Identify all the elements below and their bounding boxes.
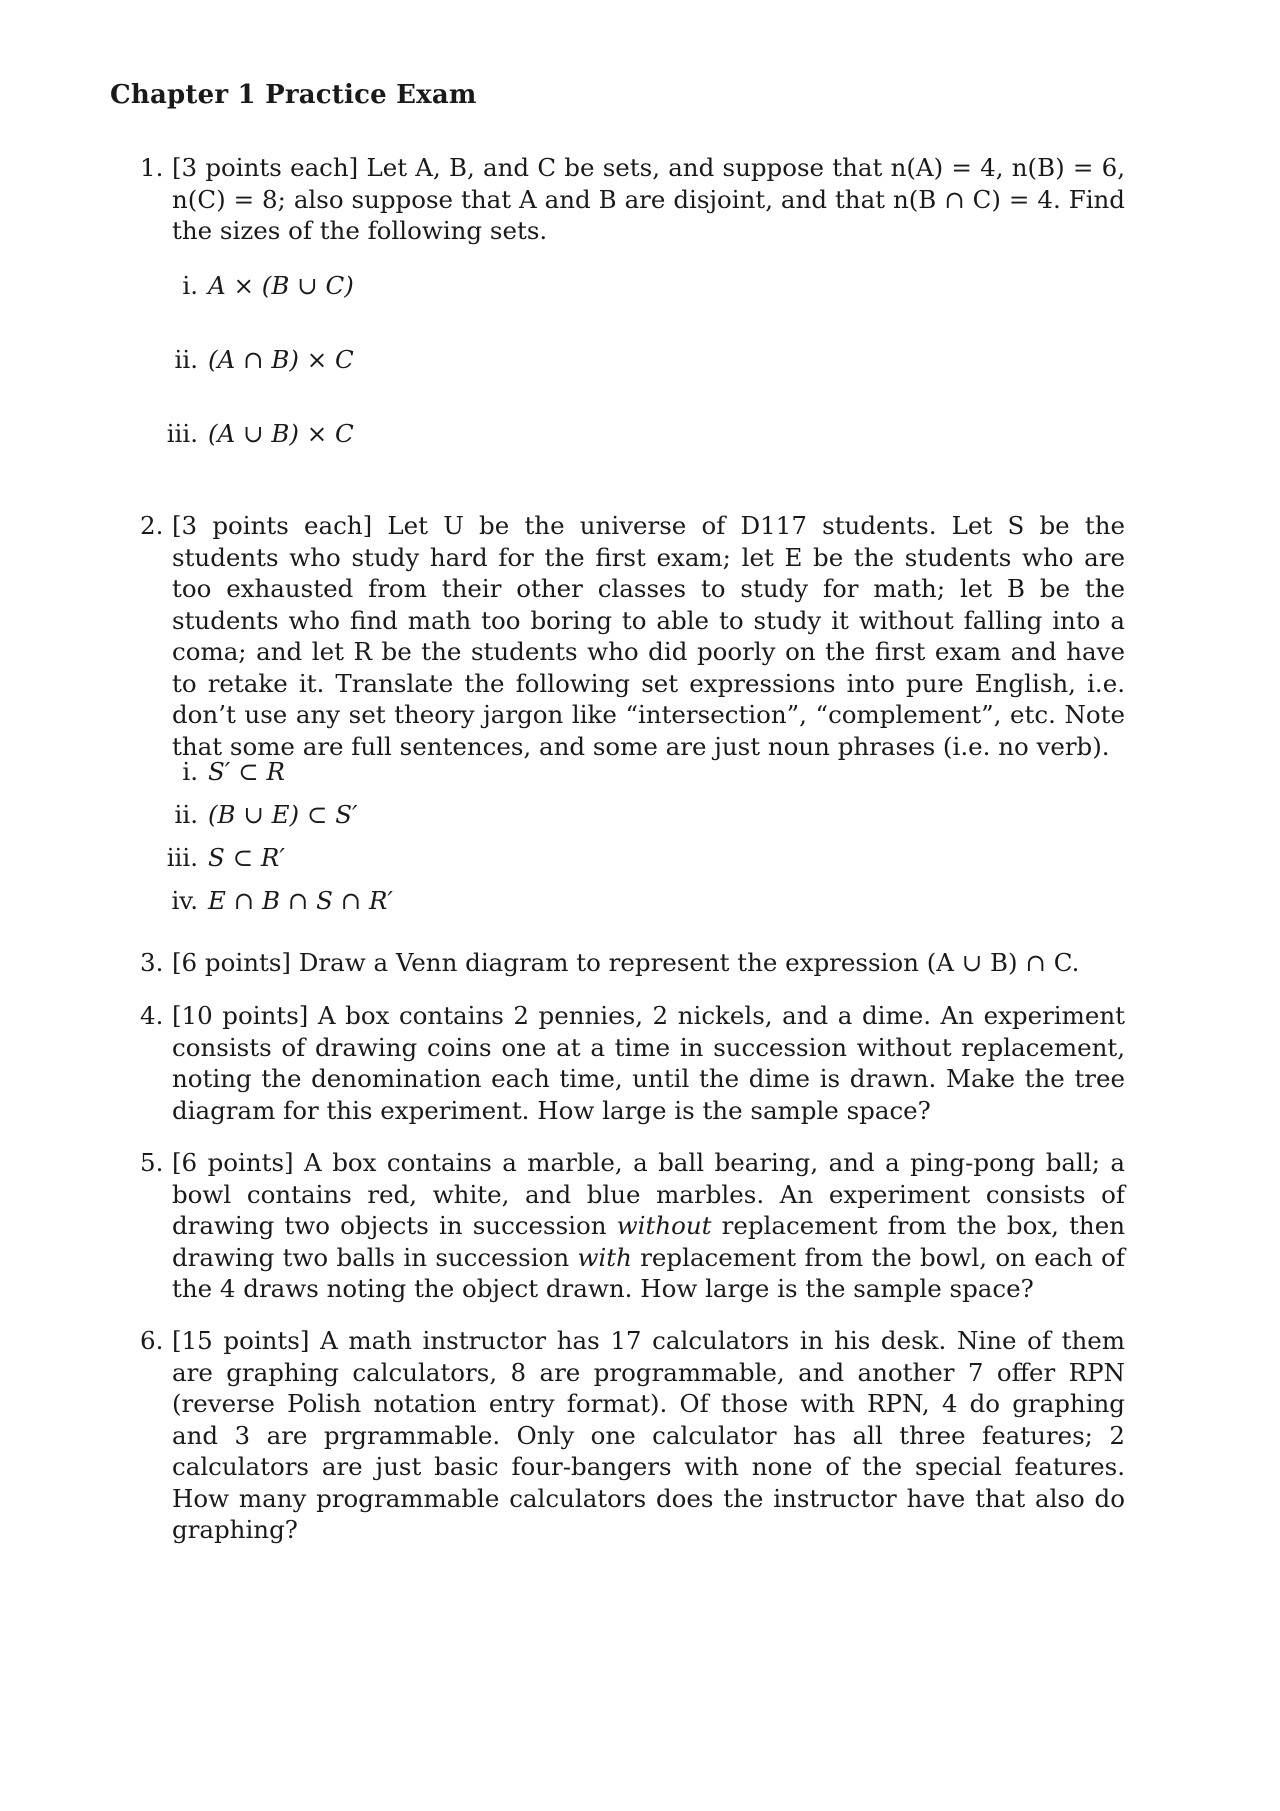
question-text: [10 points] A box contains 2 pennies, 2 nickels, and a dime. An experiment consists of drawing coins one at a time in succession without replacement, noting the denomination each time, until the dime is drawn. Make the tree diagram for this experiment. How large is the sample space? [172, 1001, 1125, 1125]
part-label: iii. [166, 419, 198, 448]
question-2 [140, 510, 1125, 762]
question-number: 4. [140, 1001, 164, 1030]
part-expression: (B ∪ E) ⊂ S′ [208, 800, 358, 829]
question-6 [140, 1325, 1125, 1546]
part-label: i. [182, 757, 198, 786]
part-label: ii. [174, 345, 198, 374]
question-text-part: replacement from the box, then drawing two balls in succession [172, 1211, 1125, 1272]
question-text: [6 points] Draw a Venn diagram to represent the expression (A ∪ B) ∩ C. [172, 948, 1080, 977]
question-text-part: [6 points] A box contains a marble, a ball bearing, and a ping-pong ball; a bowl contains red, white, and blue marbles. An experiment consists of drawing two objects in succession [172, 1148, 1125, 1240]
question-number: 3. [140, 948, 164, 977]
question-text: [3 points each] Let U be the universe of D117 students. Let S be the students who study hard for the first exam; let E be the students who are too exhausted from their other classes to study for math; let B be the students who find math too boring to able to study it without falling into a coma; and let R be the students who did poorly on the first exam and have to retake it. Translate the following set expressions into pure English, i.e. don’t use any set theory jargon like “intersection”, “complement”, etc. Note that some are full sentences, and some are just noun phrases (i.e. no verb). [172, 511, 1125, 761]
part-expression: A × (B ∪ C) [208, 271, 354, 300]
page-title: Chapter 1 Practice Exam [110, 80, 477, 110]
question-5 [140, 1147, 1125, 1305]
q1-part-i [140, 270, 840, 301]
q1-part-ii [140, 344, 840, 375]
emphasis-without: without [616, 1211, 712, 1240]
part-label: iv. [171, 886, 198, 915]
question-number: 2. [140, 511, 164, 540]
q1-part-iii [140, 418, 840, 449]
q2-part-i [140, 756, 840, 787]
part-label: ii. [174, 800, 198, 829]
part-expression: S′ ⊂ R [208, 757, 285, 786]
part-expression: E ∩ B ∩ S ∩ R′ [208, 886, 393, 915]
part-expression: S ⊂ R′ [208, 843, 285, 872]
q2-part-iii [140, 842, 840, 873]
question-number: 5. [140, 1148, 164, 1177]
question-4 [140, 1000, 1125, 1126]
part-label: i. [182, 271, 198, 300]
part-expression: (A ∩ B) × C [208, 345, 354, 374]
question-number: 1. [140, 153, 164, 182]
part-label: iii. [166, 843, 198, 872]
emphasis-with: with [577, 1242, 632, 1272]
q2-part-iv [140, 885, 840, 916]
question-text: [15 points] A math instructor has 17 calculators in his desk. Nine of them are graphing calculators, 8 are programmable, and another 7 offer RPN (reverse Polish notation entry format). Of those with RPN, 4 do graphing and 3 are prgrammable. Only one calculator has all three features; 2 calculators are just basic four-bangers with none of the special features. How many programmable calculators does the instructor have that also do graphing? [172, 1326, 1125, 1544]
question-3 [140, 947, 1125, 979]
question-text-part: replacement from the bowl, on each of the 4 draws noting the object drawn. How large is the sample space? [172, 1242, 1125, 1303]
question-text: [3 points each] Let A, B, and C be sets, and suppose that n(A) = 4, n(B) = 6, n(C) = 8; also suppose that A and B are disjoint, and that n(B ∩ C) = 4. Find the sizes of the following sets. [172, 153, 1125, 245]
question-1 [140, 152, 1125, 247]
question-text [172, 1147, 1125, 1305]
part-expression: (A ∪ B) × C [208, 419, 354, 448]
question-number: 6. [140, 1326, 164, 1355]
q2-part-ii [140, 799, 840, 830]
